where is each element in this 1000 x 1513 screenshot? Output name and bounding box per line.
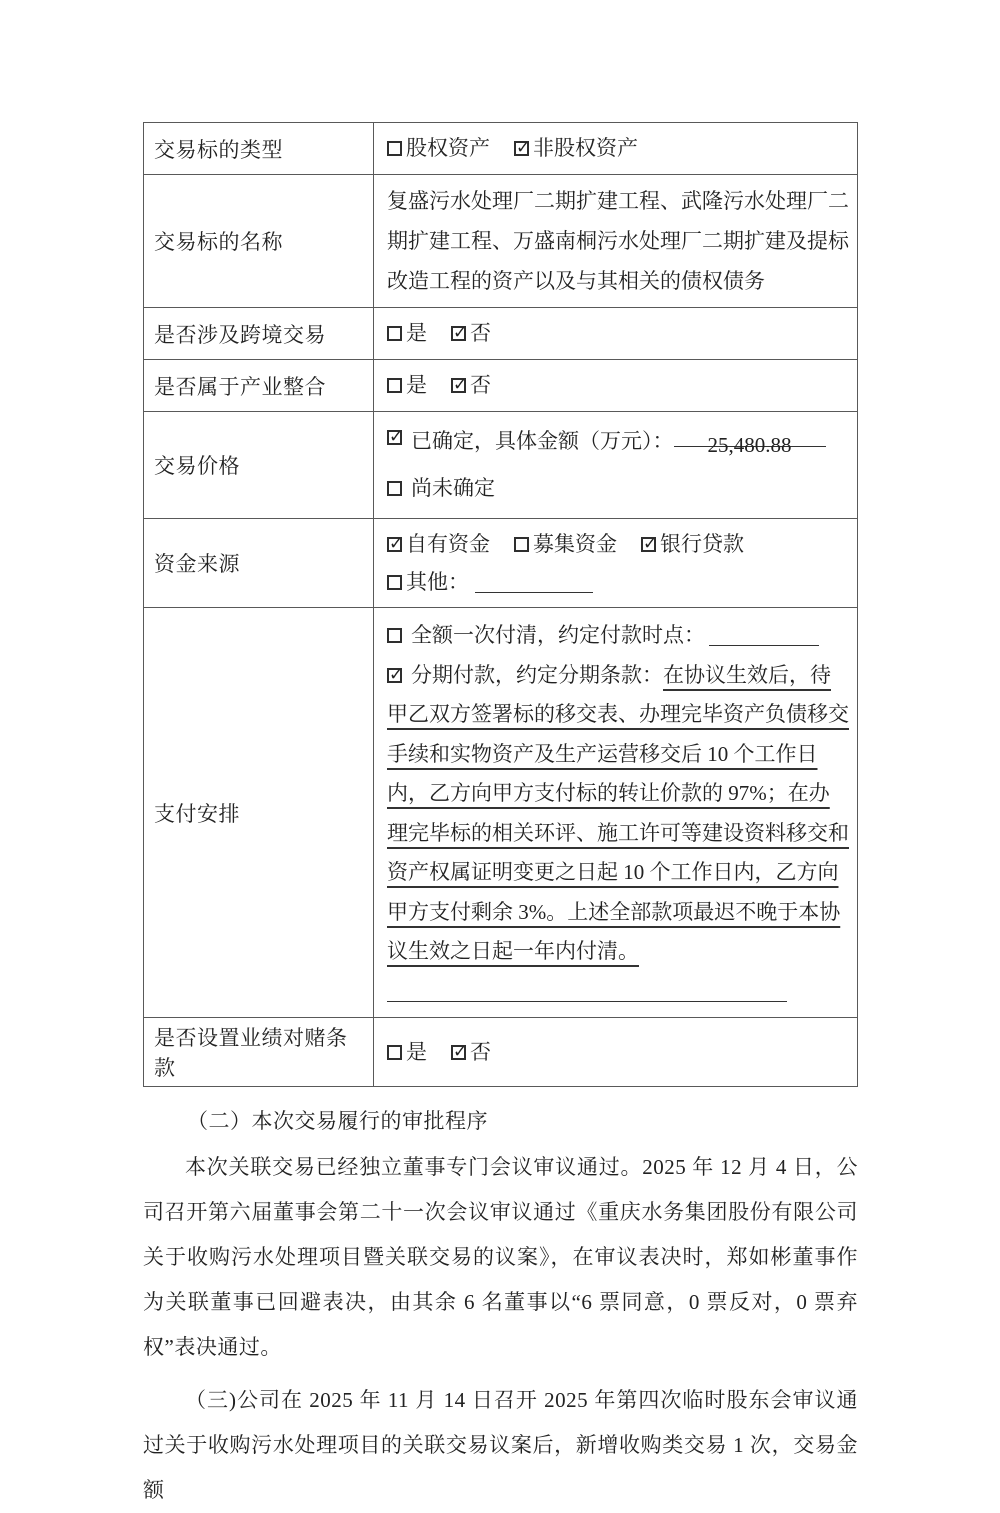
option-no — [451, 373, 491, 397]
checkbox-unchecked-icon — [387, 628, 402, 643]
row-value-industry-integration — [374, 360, 858, 412]
table-row-industry-integration — [144, 360, 858, 412]
option-label: 分期付款，约定分期条款： — [411, 662, 663, 687]
price-fixed-line — [387, 418, 849, 465]
clause-tail-blank — [387, 977, 787, 1002]
option-label: 是 — [406, 373, 427, 397]
check-mark-icon: ✓ — [453, 375, 468, 395]
funding-other-line — [387, 563, 849, 601]
option-no — [451, 321, 491, 345]
row-value-crossborder — [374, 308, 858, 360]
row-value-vam-clause — [374, 1018, 858, 1087]
option-yes — [387, 1040, 427, 1064]
option-label: 尚未确定 — [411, 476, 495, 500]
check-mark-icon: ✓ — [389, 534, 404, 554]
row-value-target-name: 复盛污水处理厂二期扩建工程、武隆污水处理厂二期扩建工程、万盛南桐污水处理厂二期扩建及提标改造工程的资产以及与其相关的债权债务 — [374, 175, 858, 308]
row-label-industry-integration: 是否属于产业整合 — [144, 360, 374, 412]
section-heading-approval-procedure: （二）本次交易履行的审批程序 — [187, 1109, 488, 1133]
option-label: 已确定，具体金额（万元）： — [411, 429, 674, 453]
checkbox-checked-icon — [387, 427, 404, 447]
checkbox-unchecked-icon — [387, 141, 402, 156]
row-label-target-name: 交易标的名称 — [144, 175, 374, 308]
other-blank — [475, 568, 593, 593]
option-yes — [387, 373, 427, 397]
table-row-crossborder — [144, 308, 858, 360]
option-label: 否 — [470, 1039, 491, 1064]
checkbox-unchecked-icon — [387, 326, 402, 341]
option-bank-loan — [641, 532, 744, 556]
row-label-funding-source: 资金来源 — [144, 519, 374, 608]
row-value-price — [374, 412, 858, 519]
option-label: 否 — [470, 373, 491, 397]
checkbox-unchecked-icon — [514, 537, 529, 552]
option-label: 银行贷款 — [660, 532, 744, 556]
row-label-vam-clause: 是否设置业绩对赌条款 — [144, 1018, 374, 1087]
option-label: 募集资金 — [533, 532, 617, 556]
checkbox-unchecked-icon — [387, 481, 402, 496]
check-mark-icon: ✓ — [643, 534, 658, 554]
payment-once-line — [387, 616, 849, 656]
checkbox-unchecked-icon — [387, 575, 402, 590]
table-row-funding-source — [144, 519, 858, 608]
funding-options-line — [387, 525, 849, 563]
option-label: 是 — [406, 321, 427, 345]
row-label-target-type: 交易标的类型 — [144, 123, 374, 175]
row-label-crossborder: 是否涉及跨境交易 — [144, 308, 374, 360]
table-row-target-name — [144, 175, 858, 308]
checkbox-checked-icon — [641, 534, 658, 554]
amount-value: 25,480.88 — [707, 433, 792, 457]
option-non-equity-assets — [514, 136, 638, 160]
option-label: 是 — [406, 1039, 427, 1064]
check-mark-icon: ✓ — [453, 1041, 468, 1062]
row-value-target-type — [374, 123, 858, 175]
row-value-funding-source — [374, 519, 858, 608]
checkbox-unchecked-icon — [387, 1045, 402, 1060]
checkbox-checked-icon — [451, 1041, 468, 1062]
option-label: 全额一次付清，约定付款时点： — [411, 623, 705, 647]
option-label: 其他： — [406, 570, 469, 594]
option-yes — [387, 321, 427, 345]
checkbox-checked-icon — [451, 375, 468, 395]
check-mark-icon: ✓ — [516, 138, 531, 158]
check-mark-icon: ✓ — [389, 427, 404, 447]
checkbox-checked-icon — [387, 664, 404, 685]
option-label: 自有资金 — [406, 532, 490, 556]
checkbox-checked-icon — [451, 323, 468, 343]
checkbox-checked-icon — [514, 138, 531, 158]
installment-clause: 在协议生效后，待甲乙双方签署标的移交表、办理完毕资产负债移交手续和实物资产及生产运营移交后 10 个工作日内，乙方向甲方支付标的转让价款的 97%；在办理完毕标的相关环评、施工许可等建设资料移交和资产权属证明变更之日起 10 个工作日内，乙方向甲方支付剩余 3%。上述全部款项最迟不晚于本协议生效之日起一年内付清。 — [387, 662, 849, 963]
table-row-price — [144, 412, 858, 519]
row-value-payment-arrangement — [374, 608, 858, 1018]
option-label: 股权资产 — [406, 136, 490, 160]
row-label-price: 交易价格 — [144, 412, 374, 519]
check-mark-icon: ✓ — [453, 323, 468, 343]
option-label: 否 — [470, 321, 491, 345]
paragraph-board-approval: 本次关联交易已经独立董事专门会议审议通过。2025 年 12 月 4 日，公司召开第六届董事会第二十一次会议审议通过《重庆水务集团股份有限公司关于收购污水处理项目暨关联交易的议案》，在审议表决时，郑如彬董事作为关联董事已回避表决，由其余 6 名董事以“6 票同意，0 票反对，0 票弃权”表决通过。 — [143, 1155, 858, 1359]
table-row-target-type — [144, 123, 858, 175]
row-label-payment-arrangement: 支付安排 — [144, 608, 374, 1018]
paragraph-shareholder-meeting: （三)公司在 2025 年 11 月 14 日召开 2025 年第四次临时股东会审议通过关于收购污水处理项目的关联交易议案后，新增收购类交易 1 次，交易金额 — [143, 1388, 858, 1502]
option-equity-assets — [387, 136, 490, 160]
price-tbd-line — [387, 465, 849, 512]
amount-blank — [674, 422, 826, 457]
checkbox-checked-icon — [387, 534, 404, 554]
option-no — [451, 1040, 491, 1064]
payment-time-blank — [709, 621, 819, 646]
table-row-payment-arrangement — [144, 608, 858, 1018]
checkbox-unchecked-icon — [387, 378, 402, 393]
option-own-funds — [387, 532, 490, 556]
option-label: 非股权资产 — [533, 136, 638, 160]
transaction-summary-table — [143, 122, 858, 1087]
payment-installment-block — [387, 656, 849, 1012]
option-raised-funds — [514, 532, 617, 556]
table-row-vam-clause — [144, 1018, 858, 1087]
check-mark-icon: ✓ — [389, 664, 404, 685]
